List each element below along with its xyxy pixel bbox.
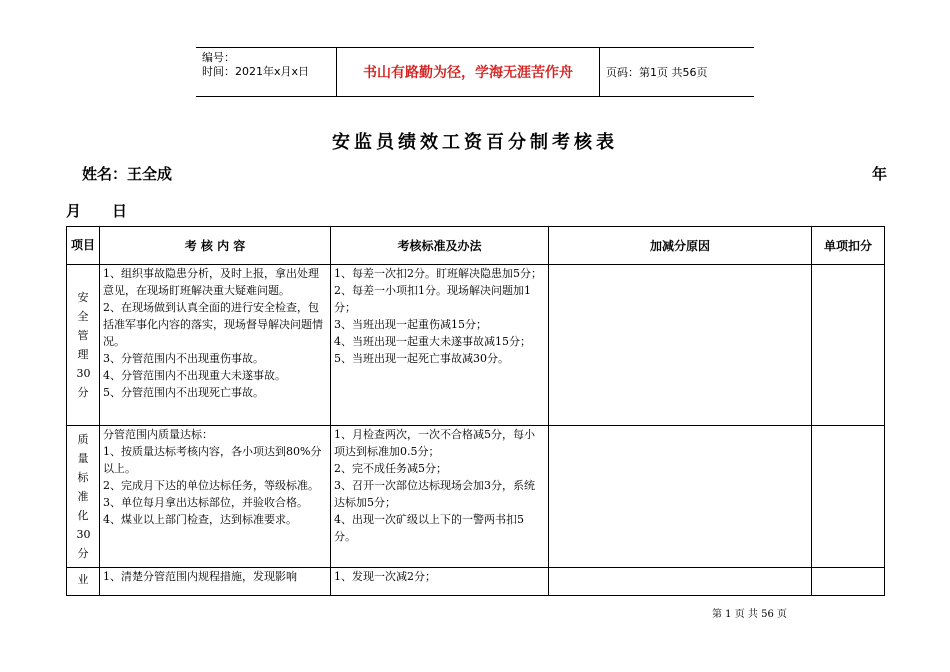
year-label: 年 (872, 165, 888, 183)
row-category: 业 (67, 568, 100, 596)
row-category: 安全管理30分 (67, 265, 100, 426)
header-band (196, 47, 754, 97)
row-reason[interactable] (549, 426, 812, 568)
row-category: 质量标准化30分 (67, 426, 100, 568)
motto: 书山有路勤为径，学海无涯苦作舟 (337, 48, 600, 96)
row-deduct[interactable] (812, 426, 885, 568)
table-row (67, 265, 885, 426)
table-header-row (67, 227, 885, 265)
row-content: 1、清楚分管范围内规程措施，发现影响 (100, 568, 331, 596)
row-standard: 1、月检查两次，一次不合格减5分，每小项达到标准加0.5分； 2、完不成任务减5分； 3、召开一次部位达标现场会加3分，系统达标加5分； 4、出现一次矿级以上下的一警两书扣5分。 (331, 426, 549, 568)
header-meta (196, 48, 337, 96)
row-deduct[interactable] (812, 265, 885, 426)
page-title: 安监员绩效工资百分制考核表 (332, 132, 618, 153)
assessment-table (66, 226, 885, 596)
page-footer: 第 1 页 共 56 页 (712, 609, 787, 620)
row-content: 1、组织事故隐患分析，及时上报，拿出处理意见，在现场盯班解决重大疑难问题。 2、在现场做到认真全面的进行安全检查，包括准军事化内容的落实，现场督导解决问题情况。 3、分管范围内不出现重伤事故。 4、分管范围内不出现重大未遂事故。 5、分管范围内不出现死亡事故。 (100, 265, 331, 426)
row-reason[interactable] (549, 265, 812, 426)
header-reason: 加减分原因 (549, 227, 812, 265)
row-reason[interactable] (549, 568, 812, 596)
page-label: 页码：第1页 共56页 (606, 66, 708, 79)
header-item: 项目 (67, 227, 100, 265)
month-label: 月 (66, 202, 82, 220)
row-deduct[interactable] (812, 568, 885, 596)
row-standard: 1、每差一次扣2分。盯班解决隐患加5分； 2、每差一小项扣1分。现场解决问题加1分； 3、当班出现一起重伤减15分； 4、当班出现一起重大未遂事故减15分； 5、当班出现一起死亡事故减30分。 (331, 265, 549, 426)
table-row (67, 568, 885, 596)
day-label: 日 (112, 202, 128, 220)
header-standard: 考核标准及办法 (331, 227, 549, 265)
time-label: 时间：2021年x月x日 (202, 65, 310, 78)
name-line: 姓名：王全成 (82, 165, 173, 183)
row-content: 分管范围内质量达标： 1、按质量达标考核内容，各小项达到80%分以上。 2、完成月下达的单位达标任务，等级标准。 3、单位每月拿出达标部位，并验收合格。 4、煤业以上部门检查，达到标准要求。 (100, 426, 331, 568)
header-content: 考 核 内 容 (100, 227, 331, 265)
number-label: 编号： (202, 51, 235, 64)
header-deduct: 单项扣分 (812, 227, 885, 265)
row-standard: 1、发现一次减2分； (331, 568, 549, 596)
table-row (67, 426, 885, 568)
